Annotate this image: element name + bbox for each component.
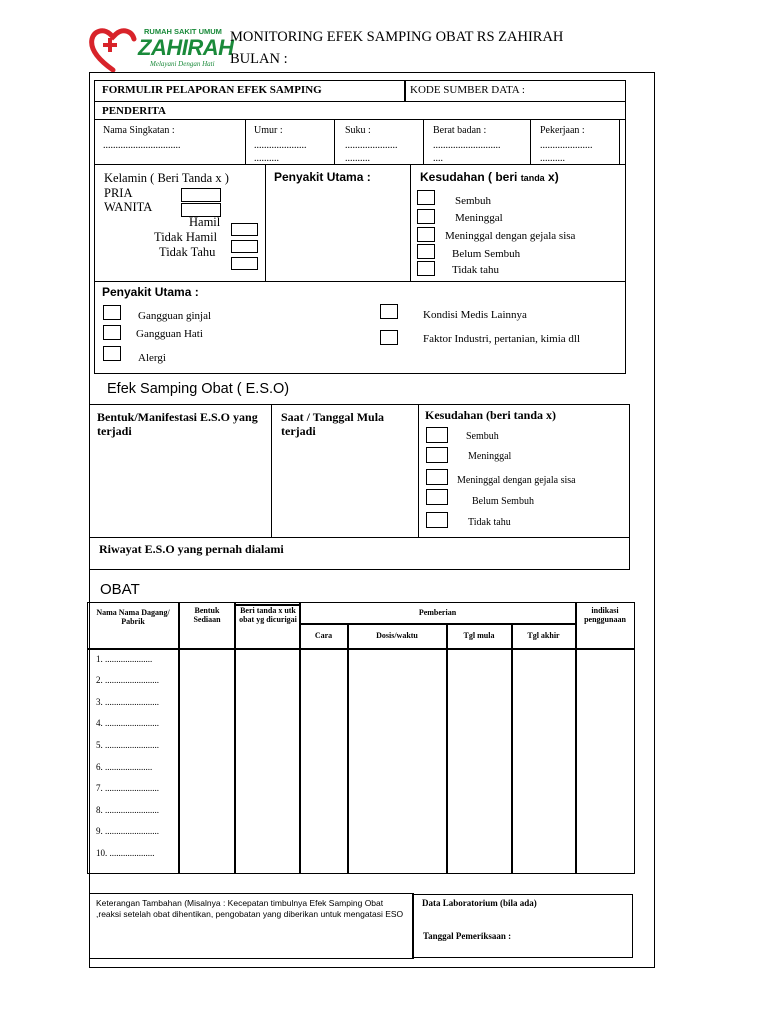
col-form-header: Bentuk Sediaan	[193, 606, 221, 625]
col-end-header: Tgl akhir	[527, 631, 560, 640]
drug-row-9[interactable]: 9. ........................	[96, 826, 159, 836]
age-field[interactable]: Umur :	[254, 125, 283, 136]
drug-row-2[interactable]: 2. ........................	[96, 675, 159, 685]
col-name-header: Nama Nama Dagang/ Pabrik	[96, 608, 170, 627]
unknown-checkbox[interactable]	[231, 257, 258, 270]
drug-row-8[interactable]: 8. ........................	[96, 805, 159, 815]
month-label: BULAN :	[230, 51, 288, 67]
other-medical-checkbox[interactable]	[380, 304, 398, 319]
drug-row-5[interactable]: 5. ........................	[96, 740, 159, 750]
pregnant-checkbox[interactable]	[231, 223, 258, 236]
unknown-label: Tidak Tahu	[159, 245, 216, 259]
heart-cross-icon	[88, 26, 138, 74]
lab-label: Data Laboratorium (bila ada)	[422, 898, 537, 908]
form-title: FORMULIR PELAPORAN EFEK SAMPING	[102, 84, 322, 96]
patient-row	[94, 101, 626, 120]
logo-top-line: RUMAH SAKIT UMUM	[144, 27, 222, 36]
outcome-cured-checkbox[interactable]	[417, 190, 435, 205]
col-start-header: Tgl mula	[463, 631, 495, 640]
tribe-field[interactable]: Suku :	[345, 125, 371, 136]
drugs-heading: OBAT	[100, 581, 140, 598]
drug-row-6[interactable]: 6. .....................	[96, 762, 153, 772]
gender-label: Kelamin ( Beri Tanda x )	[104, 171, 229, 185]
logo-tagline: Melayani Dengan Hati	[150, 60, 215, 68]
job-field[interactable]: Pekerjaan :	[540, 125, 585, 136]
drug-table	[87, 602, 635, 874]
liver-checkbox[interactable]	[103, 325, 121, 340]
patient-label: PENDERITA	[102, 105, 166, 117]
industrial-checkbox[interactable]	[380, 330, 398, 345]
drug-row-3[interactable]: 3. ........................	[96, 697, 159, 707]
page-title: MONITORING EFEK SAMPING OBAT RS ZAHIRAH	[230, 29, 564, 45]
allergy-checkbox[interactable]	[103, 346, 121, 361]
col-dose-header: Dosis/waktu	[376, 631, 418, 640]
disease-list-label: Penyakit Utama :	[102, 285, 199, 299]
eso-outcome-cell	[418, 404, 630, 538]
outcome-unknown-checkbox[interactable]	[417, 261, 435, 276]
drug-row-10[interactable]: 10. ....................	[96, 848, 155, 858]
main-disease-label: Penyakit Utama :	[274, 170, 371, 184]
outcome-died-sequelae-checkbox[interactable]	[417, 227, 435, 242]
eso-died-checkbox[interactable]	[426, 447, 448, 463]
logo-name: ZAHIRAH	[138, 35, 234, 60]
gender-male: PRIA	[104, 186, 133, 200]
exam-date-label: Tanggal Pemeriksaan :	[423, 931, 512, 941]
name-field[interactable]: Nama Singkatan :	[103, 125, 175, 136]
kidney-checkbox[interactable]	[103, 305, 121, 320]
eso-heading: Efek Samping Obat ( E.S.O)	[107, 381, 290, 397]
weight-field[interactable]: Berat badan :	[433, 125, 487, 136]
drug-row-7[interactable]: 7. ........................	[96, 783, 159, 793]
outcome-died-checkbox[interactable]	[417, 209, 435, 224]
drug-row-1[interactable]: 1. .....................	[96, 654, 153, 664]
source-code-label: KODE SUMBER DATA :	[410, 84, 525, 96]
col-suspect-header: Beri tanda x utk obat yg dicurigai	[239, 606, 297, 625]
gender-female: WANITA	[104, 200, 153, 214]
notes-label: Keterangan Tambahan (Misalnya : Kecepatan timbulnya Efek Samping Obat ,reaksi setelah obat dihentikan, pengobatan yang diberikan untuk mengatasi ESO	[96, 898, 404, 919]
eso-died-sequelae-checkbox[interactable]	[426, 469, 448, 485]
col-admin-header: Pemberian	[418, 608, 457, 617]
outcome-label: Kesudahan ( beri tanda x)	[420, 170, 559, 184]
outcome-not-cured-checkbox[interactable]	[417, 244, 435, 259]
eso-not-cured-checkbox[interactable]	[426, 489, 448, 505]
col-route-header: Cara	[314, 631, 333, 640]
eso-unknown-checkbox[interactable]	[426, 512, 448, 528]
name-dots: ...............................	[103, 140, 181, 151]
logo	[88, 26, 234, 74]
eso-onset-label: Saat / Tanggal Mula terjadi	[281, 410, 385, 439]
not-pregnant-label: Tidak Hamil	[154, 230, 218, 244]
not-pregnant-checkbox[interactable]	[231, 240, 258, 253]
eso-cured-checkbox[interactable]	[426, 427, 448, 443]
male-checkbox[interactable]	[181, 188, 221, 202]
eso-history-label: Riwayat E.S.O yang pernah dialami	[99, 542, 284, 556]
pregnant-label: Hamil	[189, 215, 221, 229]
col-indication-header: indikasi penggunaan	[584, 606, 626, 625]
eso-outcome-label: Kesudahan (beri tanda x)	[425, 408, 557, 422]
eso-manifestation-label: Bentuk/Manifestasi E.S.O yang terjadi	[97, 410, 258, 439]
drug-row-4[interactable]: 4. ........................	[96, 718, 159, 728]
